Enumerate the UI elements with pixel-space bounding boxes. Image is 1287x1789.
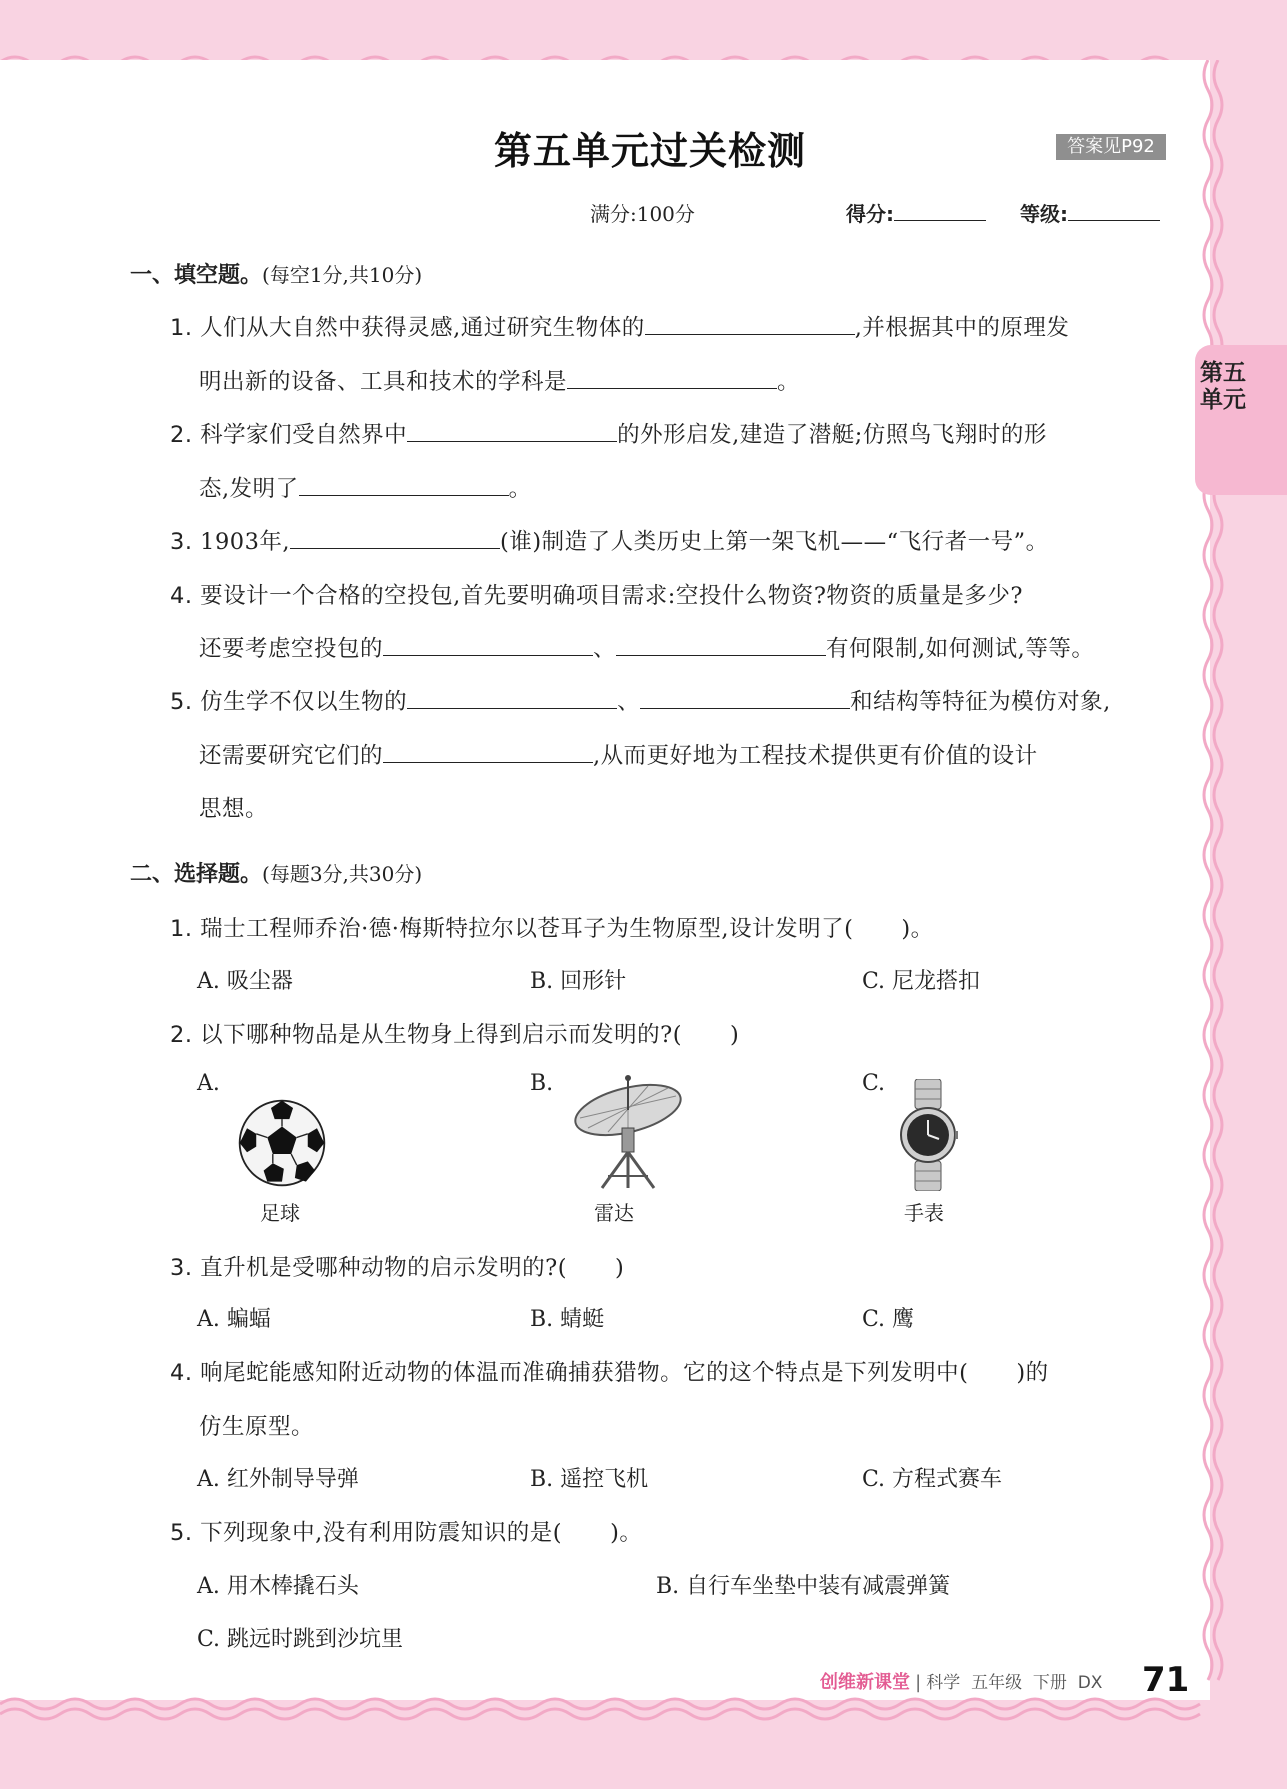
choice-2-option-a[interactable]: A.: [197, 1071, 220, 1096]
choice-1-option-b[interactable]: B. 回形针: [530, 969, 627, 994]
fill-question-2-cont: 态,发明了 。: [199, 476, 532, 502]
choice-4-option-a[interactable]: A. 红外制导导弹: [197, 1467, 359, 1492]
grade-label: 等级:: [1020, 202, 1068, 226]
picture-label-soccer: 足球: [260, 1201, 300, 1225]
choice-3-option-c[interactable]: C. 鹰: [862, 1307, 915, 1332]
page-title: 第五单元过关检测: [493, 129, 806, 173]
frame-wave-right: [1198, 60, 1228, 1700]
picture-label-radar: 雷达: [594, 1201, 634, 1225]
fill-question-2: 2. 科学家们受自然界中 的外形启发,建造了潜艇;仿照鸟飞翔时的形: [170, 422, 1047, 448]
choice-question-5: 5. 下列现象中,没有利用防震知识的是( )。: [170, 1520, 643, 1546]
fill-question-5-cont: 还需要研究它们的 ,从而更好地为工程技术提供更有价值的设计: [199, 743, 1038, 769]
choice-5-option-a[interactable]: A. 用木棒撬石头: [197, 1574, 359, 1599]
soccer-ball-icon: [236, 1097, 328, 1189]
fill-question-5: 5. 仿生学不仅以生物的 、 和结构等特征为模仿对象,: [170, 689, 1111, 715]
page-number: 71: [1142, 1660, 1190, 1700]
fill-question-4: 4. 要设计一个合格的空投包,首先要明确项目需求:空投什么物资?物资的质量是多少?: [170, 583, 1023, 609]
answer-reference-badge: 答案见P92: [1056, 134, 1166, 160]
choice-question-4-cont: 仿生原型。: [199, 1414, 315, 1440]
answer-blank[interactable]: [645, 314, 855, 335]
grade-field[interactable]: [1020, 198, 1160, 227]
wristwatch-icon: [898, 1079, 958, 1191]
choice-4-option-c[interactable]: C. 方程式赛车: [862, 1467, 1003, 1492]
choice-1-option-a[interactable]: A. 吸尘器: [197, 969, 293, 994]
choice-2-option-c[interactable]: C.: [862, 1071, 886, 1096]
radar-dish-icon: [568, 1072, 692, 1190]
section-choice-heading: [130, 857, 422, 888]
score-label: 得分:: [846, 202, 894, 226]
choice-1-option-c[interactable]: C. 尼龙搭扣: [862, 969, 981, 994]
answer-blank[interactable]: [299, 475, 509, 496]
section-choice-title: 二、选择题。: [130, 862, 263, 887]
answer-blank[interactable]: [640, 688, 850, 709]
choice-question-2: 2. 以下哪种物品是从生物身上得到启示而发明的?( ): [170, 1022, 740, 1048]
footer-separator: |: [915, 1672, 922, 1693]
answer-blank[interactable]: [407, 421, 617, 442]
choice-2-option-b[interactable]: B.: [530, 1071, 554, 1096]
answer-blank[interactable]: [407, 688, 617, 709]
section-fill-in-heading: [130, 258, 422, 289]
choice-question-4: 4. 响尾蛇能感知附近动物的体温而准确捕获猎物。它的这个特点是下列发明中( )的: [170, 1360, 1049, 1386]
fill-question-1-cont: 明出新的设备、工具和技术的学科是 。: [199, 369, 801, 395]
fill-question-3: 3. 1903年, (谁)制造了人类历史上第一架飞机——“飞行者一号”。: [170, 529, 1049, 555]
choice-question-3: 3. 直升机是受哪种动物的启示发明的?( ): [170, 1255, 625, 1281]
section-fill-in-title: 一、填空题。: [130, 263, 263, 288]
fill-question-5-cont2: 思想。: [199, 796, 269, 822]
choice-3-option-a[interactable]: A. 蝙蝠: [197, 1307, 271, 1332]
book-info: 科学 五年级 下册 DX: [926, 1673, 1103, 1693]
brand-name: 创维新课堂: [820, 1672, 910, 1693]
answer-blank[interactable]: [290, 528, 500, 549]
choice-5-option-b[interactable]: B. 自行车坐垫中装有减震弹簧: [656, 1574, 951, 1599]
section-fill-in-note: (每空1分,共10分): [262, 263, 423, 287]
frame-wave-bottom: [0, 1690, 1287, 1750]
fill-question-4-cont: 还要考虑空投包的 、 有何限制,如何测试,等等。: [199, 636, 1095, 662]
answer-blank[interactable]: [616, 635, 826, 656]
full-marks-label: 满分:100分: [590, 202, 695, 226]
section-choice-note: (每题3分,共30分): [262, 862, 423, 886]
choice-5-option-c[interactable]: C. 跳远时跳到沙坑里: [197, 1627, 404, 1652]
unit-side-tab-label: 第五单元: [1200, 360, 1246, 413]
answer-blank[interactable]: [383, 742, 593, 763]
choice-3-option-b[interactable]: B. 蜻蜓: [530, 1307, 605, 1332]
answer-blank[interactable]: [383, 635, 593, 656]
answer-blank[interactable]: [567, 368, 777, 389]
fill-question-1: 1. 人们从大自然中获得灵感,通过研究生物体的 ,并根据其中的原理发: [170, 315, 1070, 341]
page-footer: [820, 1668, 1102, 1694]
picture-label-watch: 手表: [904, 1201, 944, 1225]
choice-4-option-b[interactable]: B. 遥控飞机: [530, 1467, 649, 1492]
score-field[interactable]: [846, 198, 986, 227]
choice-question-1: 1. 瑞士工程师乔治·德·梅斯特拉尔以苍耳子为生物原型,设计发明了( )。: [170, 916, 934, 942]
